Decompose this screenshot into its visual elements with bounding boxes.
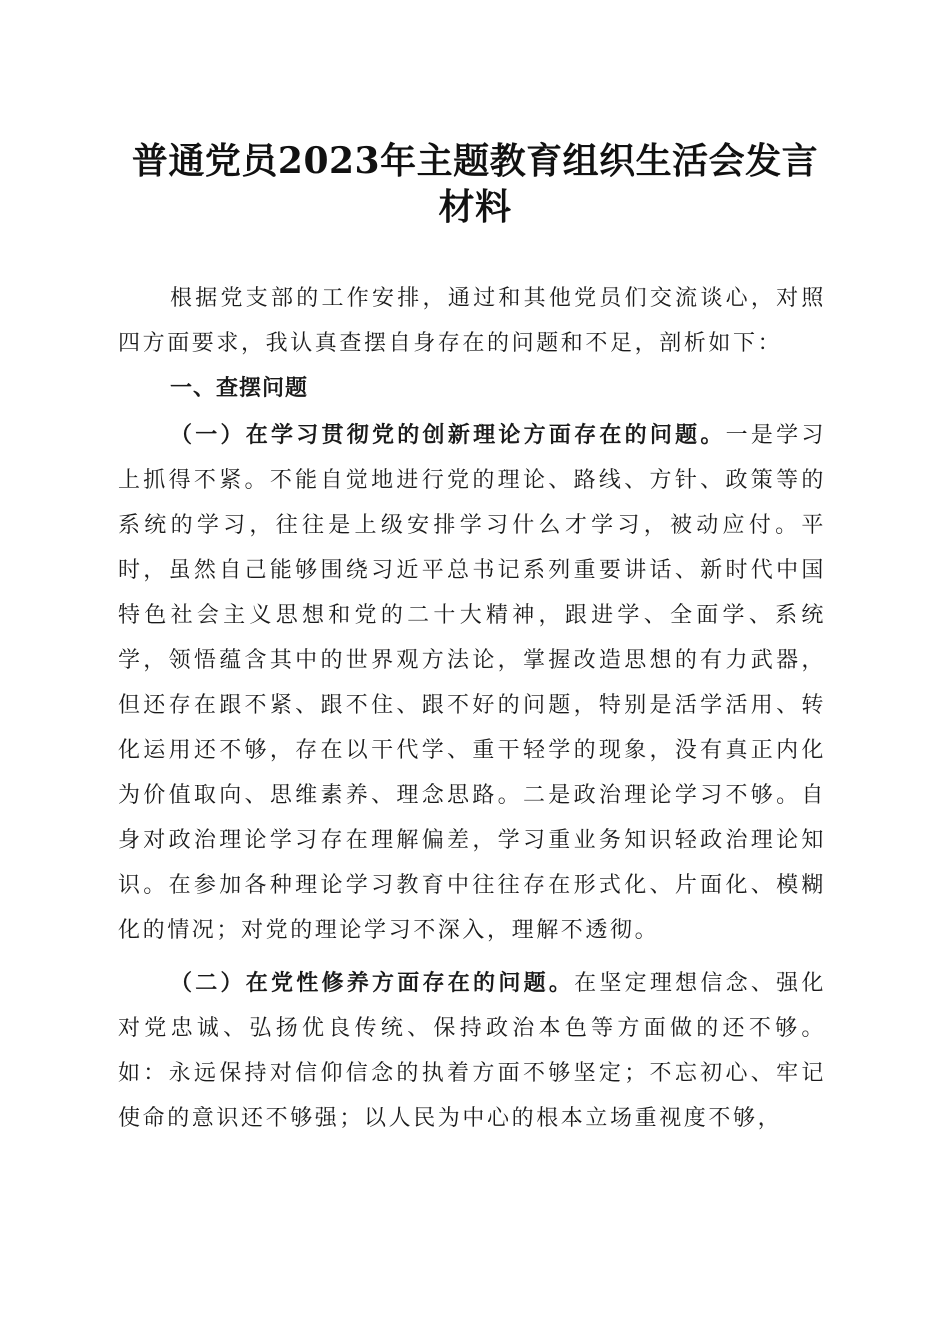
paragraph-text-party-spirit: 在坚定理想信念、强化对党忠诚、弘扬优良传统、保持政治本色等方面做的还不够。如：永远保持对信仰信念的执着方面不够坚定；不忘初心、牢记使命的意识还不够强；以人民为中心的根本立场重视度不够，: [118, 971, 826, 1131]
intro-paragraph: 根据党支部的工作安排，通过和其他党员们交流谈心，对照四方面要求，我认真查摆自身存在的问题和不足，剖析如下：: [118, 286, 826, 356]
paragraph-lead-party-spirit: （二）在党性修养方面存在的问题。: [170, 970, 575, 996]
section-heading-problems: 一、查摆问题: [170, 376, 309, 401]
paragraph-lead-theory-study: （一）在学习贯彻党的创新理论方面存在的问题。: [170, 422, 726, 448]
paragraph-text-theory-study: 一是学习上抓得不紧。不能自觉地进行党的理论、路线、方针、政策等的系统的学习，往往是上级安排学习什么才学习，被动应付。平时，虽然自己能够围绕习近平总书记系列重要讲话、新时代中国特色社会主义思想和党的二十大精神，跟进学、全面学、系统学，领悟蕴含其中的世界观方法论，掌握改造思想的有力武器，但还存在跟不紧、跟不住、跟不好的问题，特别是活学活用、转化运用还不够，存在以干代学、重干轻学的现象，没有真正内化为价值取向、思维素养、理念思路。二是政治理论学习不够。自身对政治理论学习存在理解偏差，学习重业务知识轻政治理论知识。在参加各种理论学习教育中往往存在形式化、片面化、模糊化的情况；对党的理论学习不深入，理解不透彻。: [118, 423, 827, 943]
paragraph-party-spirit: [118, 961, 826, 1141]
paragraph-theory-study: [118, 413, 826, 953]
document-title: 普通党员2023年主题教育组织生活会发言材料: [131, 140, 819, 228]
document-body: [118, 276, 826, 1141]
